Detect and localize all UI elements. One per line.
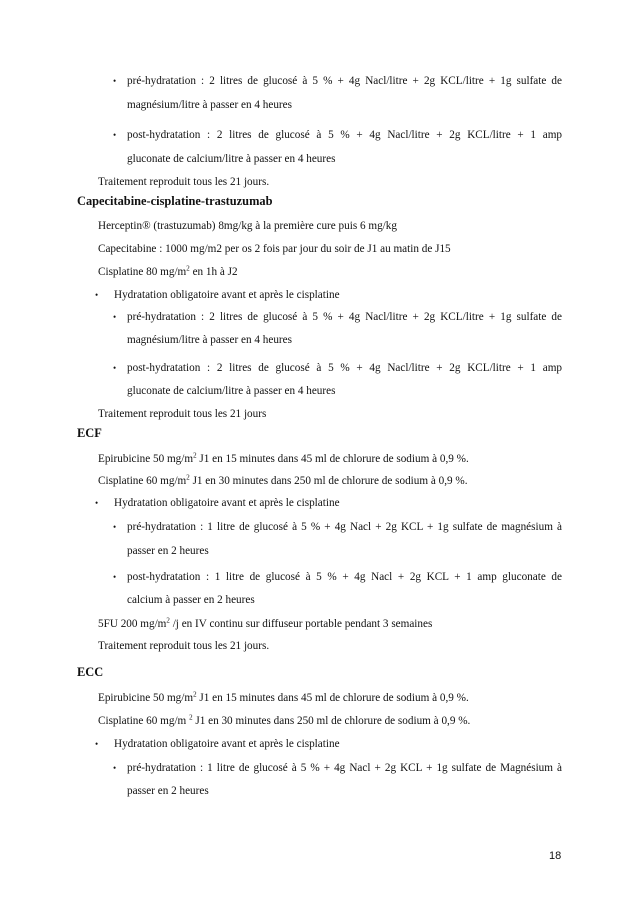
hydration-line: Hydratation obligatoire avant et après le cisplatine — [114, 497, 340, 509]
post-hydration-line: gluconate de calcium/litre à passer en 4 heures — [127, 153, 336, 165]
pre-hydration-line: pré-hydratation : 1 litre de glucosé à 5 % + 4g Nacl + 2g KCL + 1g sulfate de Magnésium à — [127, 762, 562, 774]
bullet-icon: • — [95, 290, 99, 300]
repeat-note: Traitement reproduit tous les 21 jours — [98, 408, 267, 420]
capecitabine-line: Capecitabine : 1000 mg/m2 per os 2 fois par jour du soir de J1 au matin de J15 — [98, 243, 451, 255]
epirubicine-line: Epirubicine 50 $mg/m^2$ J1 en 15 minutes dans 45 ml de chlorure de sodium à 0,9 %. — [98, 690, 469, 704]
fu-line: 5FU 200 $mg/m^2$ /j en IV continu sur diffuseur portable pendant 3 semaines — [98, 616, 433, 630]
section-title: Capecitabine-cisplatine-trastuzumab — [77, 194, 273, 208]
pre-hydration-line: magnésium/litre à passer en 4 heures — [127, 334, 292, 346]
bullet-icon: • — [113, 363, 117, 373]
bullet-icon: • — [113, 130, 117, 140]
cisplatine-line: Cisplatine 80 $mg/m^2$ en 1h à J2 — [98, 264, 238, 278]
pre-hydration-line: passer en 2 heures — [127, 545, 209, 557]
bullet-icon: • — [113, 76, 117, 86]
pre-hydration-line: pré-hydratation : 1 litre de glucosé à 5 % + 4g Nacl + 2g KCL + 1g sulfate de magnésium à — [127, 521, 562, 533]
post-hydration-line: gluconate de calcium/litre à passer en 4 heures — [127, 385, 336, 397]
bullet-icon: • — [113, 522, 117, 532]
bullet-icon: • — [113, 312, 117, 322]
bullet-icon: • — [95, 498, 99, 508]
epirubicine-line: Epirubicine 50 $mg/m^2$ J1 en 15 minutes dans 45 ml de chlorure de sodium à 0,9 %. — [98, 451, 469, 465]
bullet-icon: • — [95, 739, 99, 749]
post-hydration-line: post-hydratation : 2 litres de glucosé à 5 % + 4g Nacl/litre + 2g KCL/litre + 1 amp — [127, 129, 562, 141]
pre-hydration-line: magnésium/litre à passer en 4 heures — [127, 99, 292, 111]
section-title: ECC — [77, 665, 104, 679]
pre-hydration-line: pré-hydratation : 2 litres de glucosé à 5 % + 4g Nacl/litre + 2g KCL/litre + 1g sulfate de — [127, 311, 562, 323]
pre-hydration-line: passer en 2 heures — [127, 785, 209, 797]
bullet-icon: • — [113, 572, 117, 582]
post-hydration-line: post-hydratation : 2 litres de glucosé à 5 % + 4g Nacl/litre + 2g KCL/litre + 1 amp — [127, 362, 562, 374]
pre-hydration-line: pré-hydratation : 2 litres de glucosé à 5 % + 4g Nacl/litre + 2g KCL/litre + 1g sulfate de — [127, 75, 562, 87]
page-number: 18 — [549, 850, 562, 862]
repeat-note: Traitement reproduit tous les 21 jours. — [98, 640, 270, 652]
herceptin-line: Herceptin® (trastuzumab) 8mg/kg à la première cure puis 6 mg/kg — [98, 220, 397, 232]
section-title: ECF — [77, 426, 102, 440]
post-hydration-line: post-hydratation : 1 litre de glucosé à 5 % + 4g Nacl + 2g KCL + 1 amp gluconate de — [127, 571, 562, 583]
cisplatine-line: Cisplatine 60 $mg/m^2$ J1 en 30 minutes dans 250 ml de chlorure de sodium à 0,9 %. — [98, 473, 468, 487]
bullet-icon: • — [113, 763, 117, 773]
hydration-line: Hydratation obligatoire avant et après le cisplatine — [114, 289, 340, 301]
hydration-line: Hydratation obligatoire avant et après le cisplatine — [114, 738, 340, 750]
repeat-note: Traitement reproduit tous les 21 jours. — [98, 176, 270, 188]
post-hydration-line: calcium à passer en 2 heures — [127, 594, 255, 606]
cisplatine-line: Cisplatine 60 mg/m $^2$ J1 en 30 minutes dans 250 ml de chlorure de sodium à 0,9 %. — [98, 713, 471, 727]
